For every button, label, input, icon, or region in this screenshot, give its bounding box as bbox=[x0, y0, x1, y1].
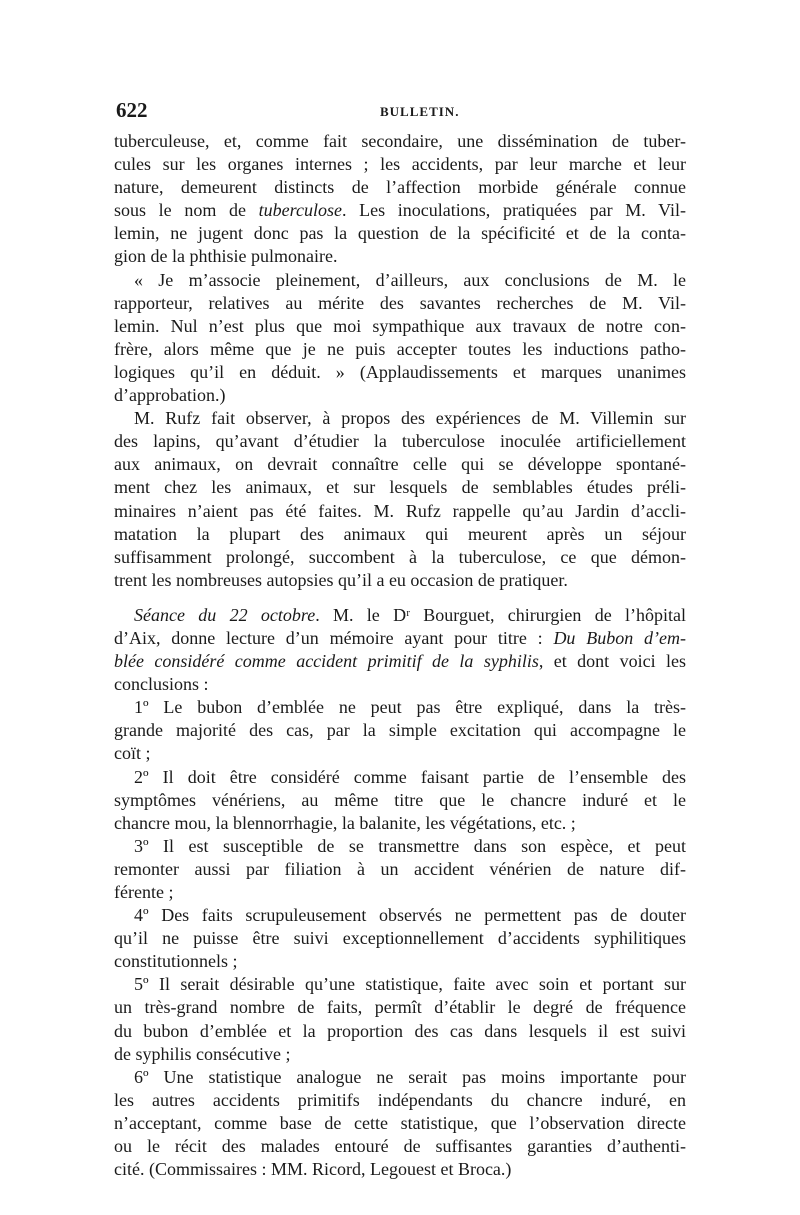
text-run: grande majorité des cas, par la simple excitation qui accompagne le bbox=[114, 720, 686, 741]
text-run: , et dont voici les bbox=[538, 651, 686, 672]
text-run: sous le nom de bbox=[114, 200, 259, 221]
text-line bbox=[114, 789, 686, 812]
text-line bbox=[114, 199, 686, 222]
text-run: frère, alors même que je ne puis accepter toutes les inductions patho- bbox=[114, 338, 686, 359]
italic-run: tuberculose bbox=[258, 200, 342, 221]
text-line bbox=[114, 812, 686, 835]
text-run: remonter aussi par filiation à un accident vénérien de nature dif- bbox=[114, 858, 686, 879]
text-run: lemin, ne jugent donc pas la question de la spécificité et de la conta- bbox=[114, 223, 686, 244]
text-line bbox=[114, 858, 686, 881]
text-run: férente ; bbox=[114, 882, 174, 902]
text-run: ment chez les animaux, et sur lesquels de semblables études préli- bbox=[114, 477, 686, 498]
text-line bbox=[114, 222, 686, 245]
text-line bbox=[114, 996, 686, 1019]
text-run: . M. le Dʳ Bourguet, chirurgien de l’hôpital bbox=[315, 604, 686, 625]
body-text bbox=[114, 130, 686, 1181]
text-run: n’acceptant, comme base de cette statistique, que l’observation directe bbox=[114, 1112, 686, 1133]
section-gap bbox=[114, 592, 686, 604]
text-line bbox=[114, 1158, 686, 1181]
text-line bbox=[114, 1043, 686, 1066]
text-line bbox=[114, 696, 686, 719]
text-line bbox=[114, 1066, 686, 1089]
text-line bbox=[114, 719, 686, 742]
text-run: . Les inoculations, pratiquées par M. Vil- bbox=[341, 200, 686, 221]
text-run: nature, demeurent distincts de l’affection morbide générale connue bbox=[114, 177, 686, 198]
text-run: d’approbation.) bbox=[114, 385, 226, 406]
text-run: les autres accidents primitifs indépendants du chancre induré, en bbox=[114, 1089, 686, 1110]
text-run: 3º Il est susceptible de se transmettre dans son espèce, et peut bbox=[134, 835, 686, 856]
text-line bbox=[114, 523, 686, 546]
text-line bbox=[114, 1135, 686, 1158]
text-run: 6º Une statistique analogue ne serait pas moins importante pour bbox=[134, 1066, 686, 1087]
text-run: lemin. Nul n’est plus que moi sympathique aux travaux de notre con- bbox=[114, 315, 686, 336]
text-line bbox=[114, 742, 686, 765]
running-title: BULLETIN. bbox=[380, 104, 460, 119]
text-line bbox=[114, 927, 686, 950]
text-line bbox=[114, 1112, 686, 1135]
text-run: tuberculeuse, et, comme fait secondaire, une dissémination de tuber- bbox=[114, 131, 686, 151]
text-run: « Je m’associe pleinement, d’ailleurs, aux conclusions de M. le bbox=[134, 269, 686, 290]
text-run: coït ; bbox=[114, 743, 151, 764]
text-run: cules sur les organes internes ; les accidents, par leur marche et leur bbox=[114, 154, 686, 175]
text-line bbox=[114, 292, 686, 315]
text-run: conclusions : bbox=[114, 674, 209, 695]
text-line bbox=[114, 604, 686, 627]
text-run: minaires n’aient pas été faites. M. Rufz rappelle qu’au Jardin d’accli- bbox=[114, 500, 686, 521]
text-run: 1º Le bubon d’emblée ne peut pas être expliqué, dans la très- bbox=[134, 697, 686, 718]
text-run: chancre mou, la blennorrhagie, la balanite, les végétations, etc. ; bbox=[114, 812, 576, 833]
text-line bbox=[114, 766, 686, 789]
text-run: rapporteur, relatives au mérite des savantes recherches de M. Vil- bbox=[114, 292, 686, 313]
text-line bbox=[114, 1020, 686, 1043]
text-run: des lapins, qu’avant d’étudier la tuberculose inoculée artificiellement bbox=[114, 431, 686, 452]
text-run: trent les nombreuses autopsies qu’il a eu occasion de pratiquer. bbox=[114, 569, 568, 590]
text-run: M. Rufz fait observer, à propos des expériences de M. Villemin sur bbox=[134, 408, 686, 429]
text-line bbox=[114, 881, 686, 904]
text-line bbox=[114, 627, 686, 650]
text-line bbox=[114, 904, 686, 927]
text-run: logiques qu’il en déduit. » (Applaudissements et marques unanimes bbox=[114, 361, 686, 382]
text-line bbox=[114, 153, 686, 176]
text-line bbox=[114, 950, 686, 973]
text-line bbox=[114, 315, 686, 338]
text-line bbox=[114, 407, 686, 430]
text-line bbox=[114, 835, 686, 858]
text-run: 4º Des faits scrupuleusement observés ne permettent pas de douter bbox=[134, 905, 686, 926]
italic-run: blée considéré comme accident primitif de la syphilis bbox=[114, 651, 539, 672]
text-line bbox=[114, 569, 686, 592]
text-run: de syphilis consécutive ; bbox=[114, 1043, 291, 1064]
italic-run: Du Bubon d’em- bbox=[553, 627, 686, 648]
text-line bbox=[114, 338, 686, 361]
text-line bbox=[114, 384, 686, 407]
italic-run: Séance du 22 octobre bbox=[134, 604, 316, 625]
text-run: matation la plupart des animaux qui meurent après un séjour bbox=[114, 523, 686, 544]
text-line bbox=[114, 476, 686, 499]
text-line bbox=[114, 546, 686, 569]
text-run: 2º Il doit être considéré comme faisant partie de l’ensemble des bbox=[134, 766, 686, 787]
text-run: cité. (Commissaires : MM. Ricord, Legouest et Broca.) bbox=[114, 1159, 512, 1180]
text-line bbox=[114, 1089, 686, 1112]
text-run: d’Aix, donne lecture d’un mémoire ayant pour titre : bbox=[114, 627, 554, 648]
text-run: un très-grand nombre de faits, permît d’établir le degré de fréquence bbox=[114, 997, 686, 1018]
text-run: suffisamment prolongé, succombent à la tuberculose, ce que démon- bbox=[114, 546, 686, 567]
text-line bbox=[114, 650, 686, 673]
text-line bbox=[114, 673, 686, 696]
text-line bbox=[114, 245, 686, 268]
page-header bbox=[116, 98, 686, 124]
text-line bbox=[114, 269, 686, 292]
text-line bbox=[114, 361, 686, 384]
text-run: du bubon d’emblée et la proportion des cas dans lesquels il est suivi bbox=[114, 1020, 686, 1041]
text-run: qu’il ne puisse être suivi exceptionnellement d’accidents syphilitiques bbox=[114, 928, 686, 949]
text-run: aux animaux, on devrait connaître celle qui se développe spontané- bbox=[114, 454, 686, 475]
text-run: 5º Il serait désirable qu’une statistique, faite avec soin et portant sur bbox=[134, 974, 686, 995]
text-run: gion de la phthisie pulmonaire. bbox=[114, 246, 338, 267]
text-run: symptômes vénériens, au même titre que le chancre induré et le bbox=[114, 789, 686, 810]
text-line bbox=[114, 430, 686, 453]
text-line bbox=[114, 973, 686, 996]
text-line bbox=[114, 130, 686, 153]
page-number: 622 bbox=[116, 98, 148, 122]
text-run: ou le récit des malades entouré de suffisantes garanties d’authenti- bbox=[114, 1136, 686, 1157]
text-line bbox=[114, 453, 686, 476]
text-line bbox=[114, 176, 686, 199]
text-line bbox=[114, 500, 686, 523]
text-run: constitutionnels ; bbox=[114, 951, 238, 972]
